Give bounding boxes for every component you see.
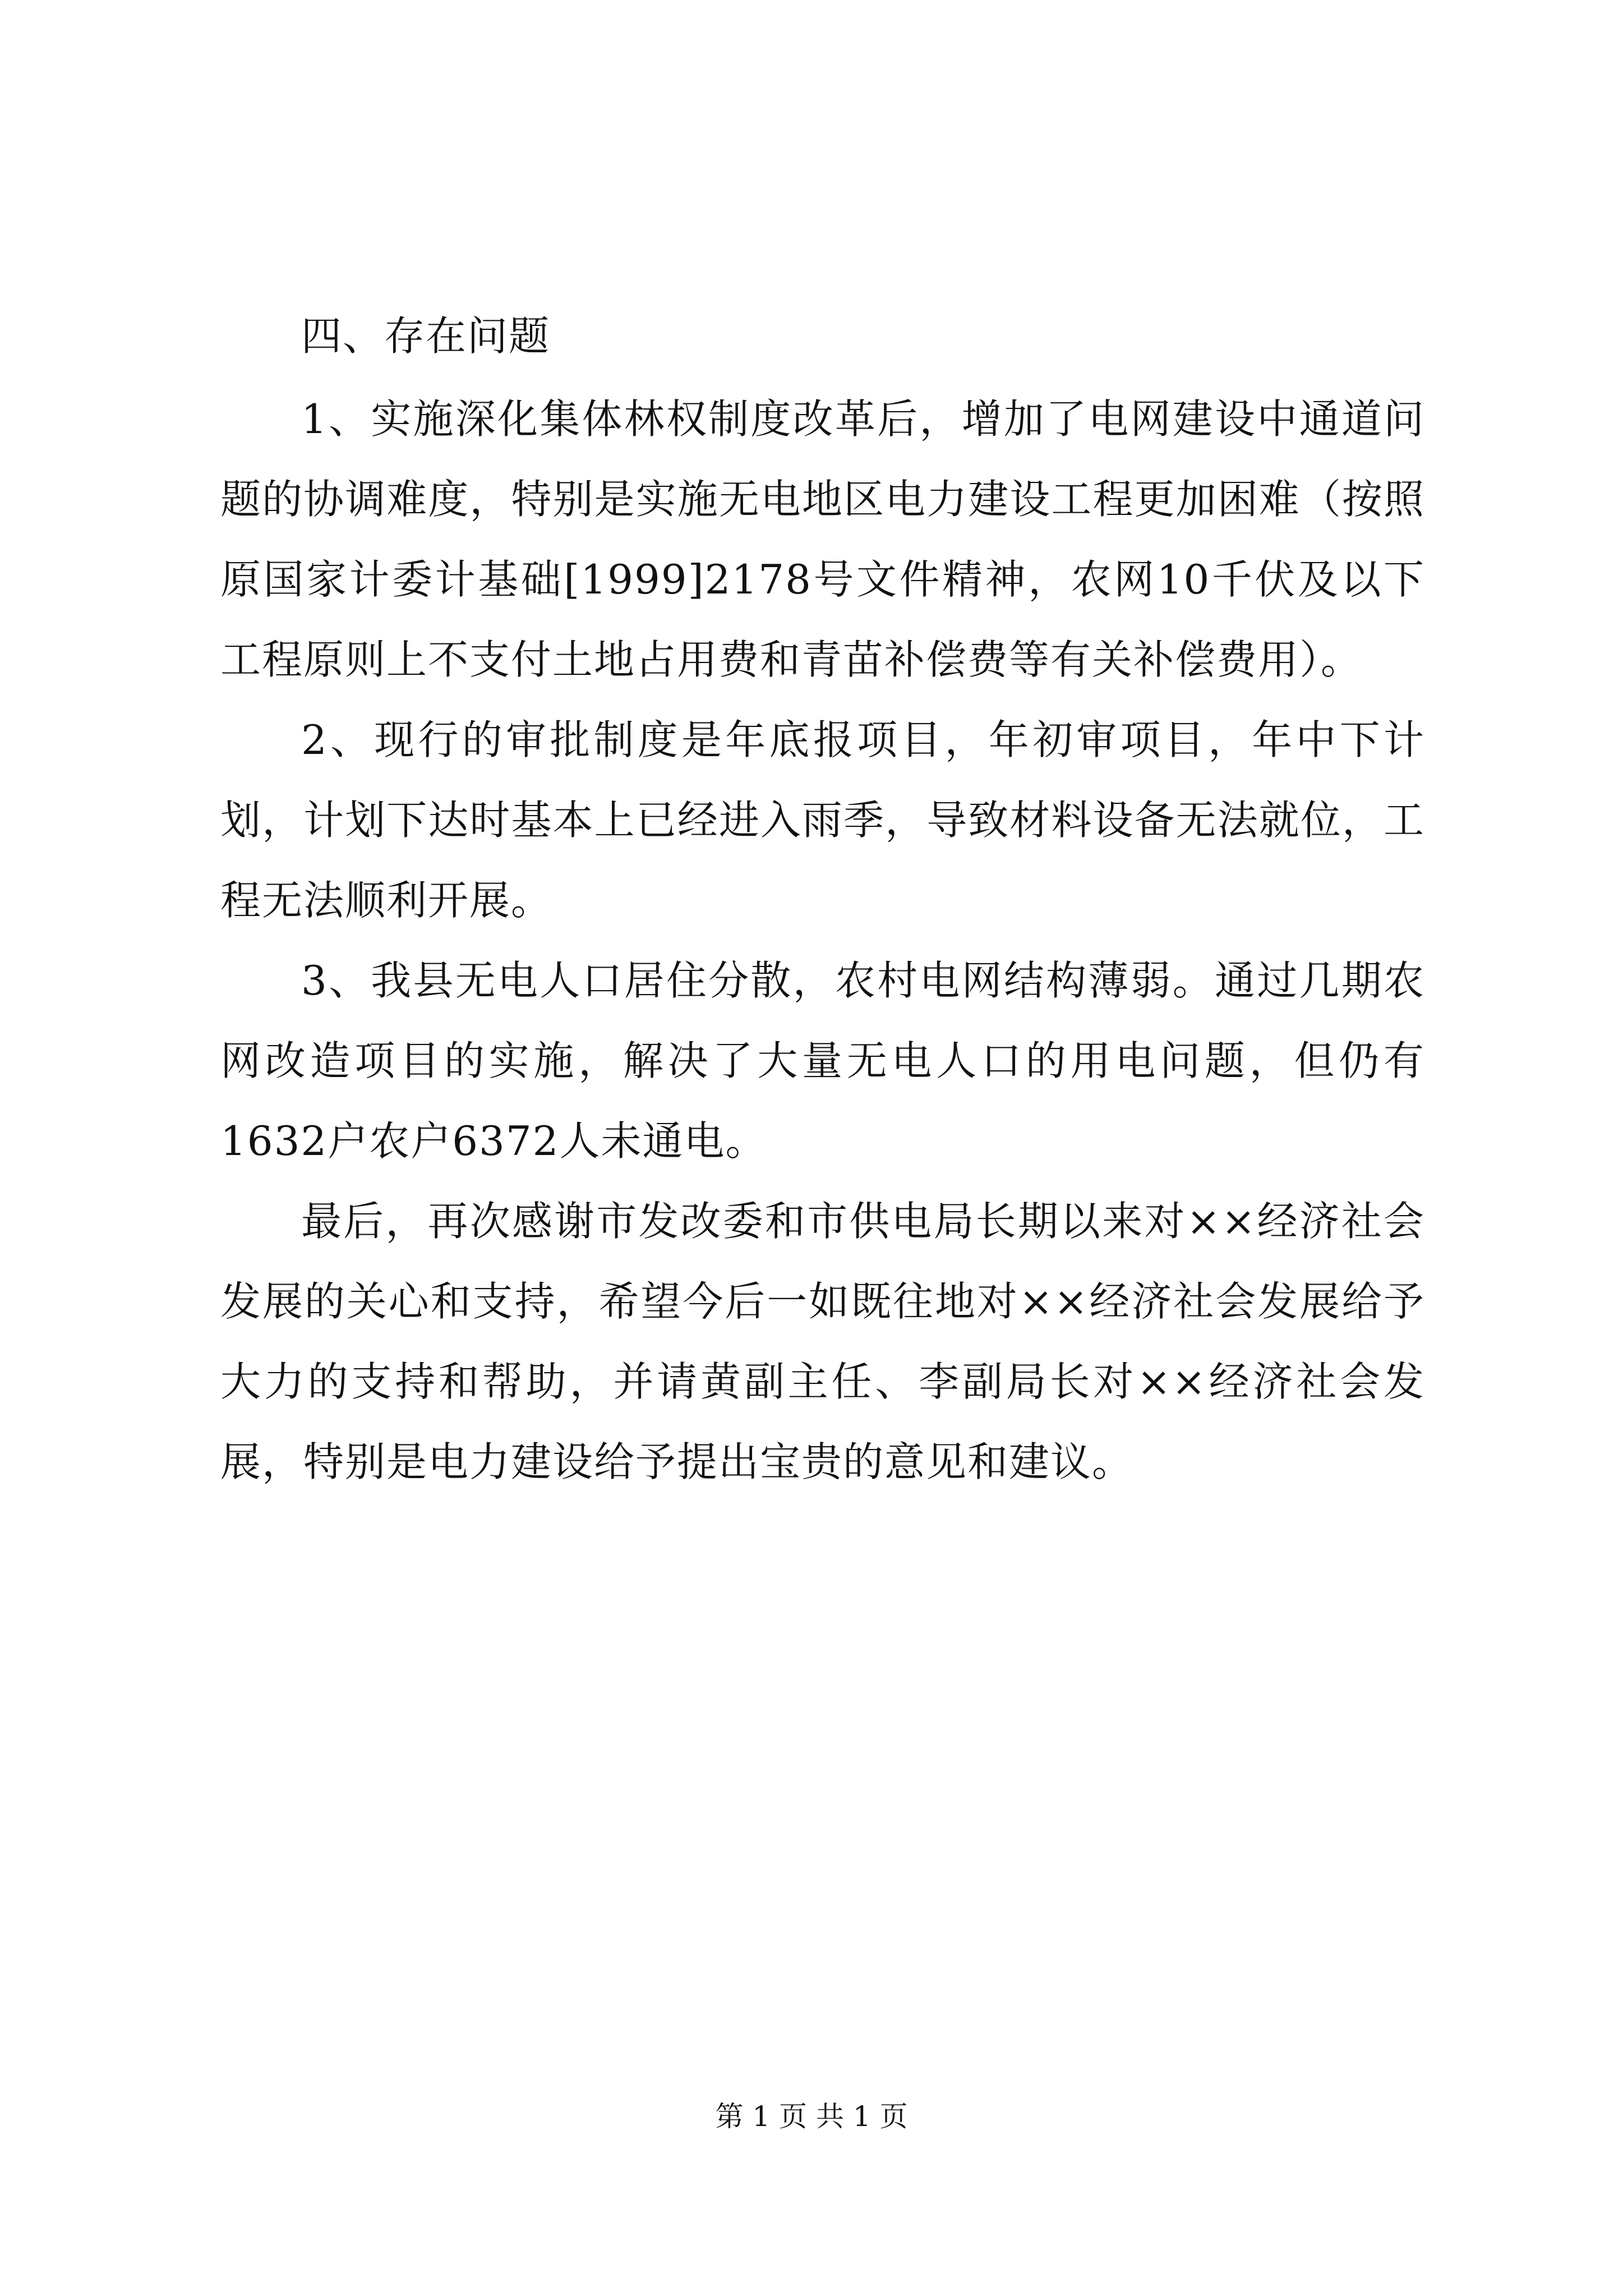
paragraph-2: 2、现行的审批制度是年底报项目，年初审项目，年中下计划，计划下达时基本上已经进入雨季，导致材料设备无法就位，工程无法顺利开展。 <box>220 716 1425 924</box>
paragraph-closing: 最后，再次感谢市发改委和市供电局长期以来对××经济社会发展的关心和支持，希望今后一如既往地对××经济社会发展给予大力的支持和帮助，并请黄副主任、李副局长对××经济社会发展，特别是电力建设给予提出宝贵的意见和建议。 <box>220 1198 1425 1485</box>
document-body <box>220 303 1425 1502</box>
paragraph-1: 1、实施深化集体林权制度改革后，增加了电网建设中通道问题的协调难度，特别是实施无电地区电力建设工程更加困难（按照原国家计委计基础[1999]2178号文件精神，农网10千伏及以下工程原则上不支付土地占用费和青苗补偿费等有关补偿费用）。 <box>220 395 1425 683</box>
paragraph-3: 3、我县无电人口居住分散，农村电网结构薄弱。通过几期农网改造项目的实施，解决了大量无电人口的用电问题，但仍有1632户农户6372人未通电。 <box>220 957 1425 1165</box>
section-heading: 四、存在问题 <box>301 312 551 360</box>
page-footer: 第 1 页 共 1 页 <box>715 2100 908 2133</box>
